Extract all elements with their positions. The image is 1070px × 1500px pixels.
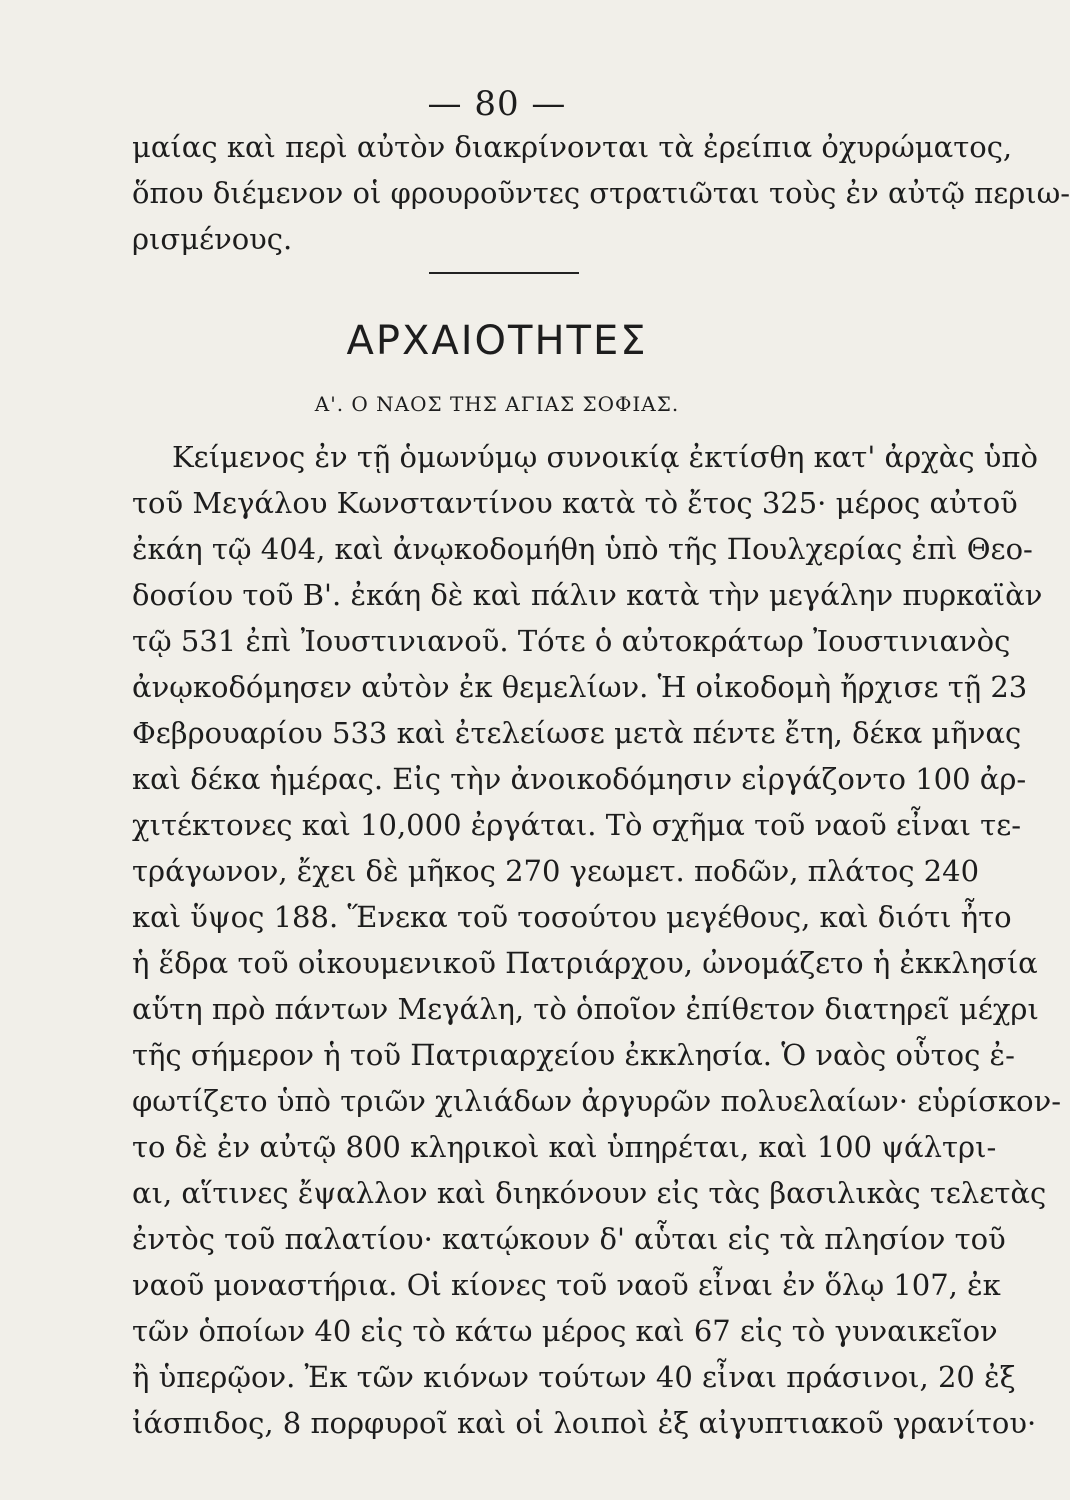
section-subheading: Α'. Ο ΝΑΟΣ ΤΗΣ ΑΓΙΑΣ ΣΟΦΙΑΣ. xyxy=(314,392,680,416)
text-line: αι, αἵτινες ἔψαλλον καὶ διηκόνουν εἰς τὰς βασιλικὰς τελετὰς xyxy=(132,1176,1047,1210)
text-line: τοῦ Μεγάλου Κωνσταντίνου κατὰ τὸ ἔτος 325· μέρος αὐτοῦ xyxy=(132,486,1018,520)
text-line: ρισμένους. xyxy=(132,222,293,256)
text-line: τῆς σήμερον ἡ τοῦ Πατριαρχείου ἐκκλησία. Ὁ ναὸς οὗτος ἐ- xyxy=(132,1038,1015,1072)
page-number: — 80 — xyxy=(427,84,567,124)
text-line: Φεβρουαρίου 533 καὶ ἐτελείωσε μετὰ πέντε ἔτη, δέκα μῆνας xyxy=(132,716,1022,750)
body-paragraph xyxy=(132,434,1062,1446)
text-line: ἢ ὑπερῷον. Ἐκ τῶν κιόνων τούτων 40 εἶναι πράσινοι, 20 ἐξ xyxy=(132,1360,1016,1394)
text-line: καὶ δέκα ἡμέρας. Εἰς τὴν ἀνοικοδόμησιν εἰργάζοντο 100 ἀρ- xyxy=(132,762,1027,796)
text-line: αὕτη πρὸ πάντων Μεγάλη, τὸ ὁποῖον ἐπίθετον διατηρεῖ μέχρι xyxy=(132,992,1039,1026)
text-line: ἐκάη τῷ 404, καὶ ἀνῳκοδομήθη ὑπὸ τῆς Πουλχερίας ἐπὶ Θεο- xyxy=(132,532,1033,566)
text-line: τῷ 531 ἐπὶ Ἰουστινιανοῦ. Τότε ὁ αὐτοκράτωρ Ἰουστινιανὸς xyxy=(132,624,1011,658)
text-line: δοσίου τοῦ Β'. ἐκάη δὲ καὶ πάλιν κατὰ τὴν μεγάλην πυρκαϊὰν xyxy=(132,578,1043,612)
text-line: ἡ ἕδρα τοῦ οἰκουμενικοῦ Πατριάρχου, ὠνομάζετο ἡ ἐκκλησία xyxy=(132,946,1038,980)
text-line: ὅπου διέμενον οἱ φρουροῦντες στρατιῶται τοὺς ἐν αὐτῷ περιω- xyxy=(132,176,1070,210)
text-line: μαίας καὶ περὶ αὐτὸν διακρίνονται τὰ ἐρείπια ὀχυρώματος, xyxy=(132,130,1013,164)
text-line: ναοῦ μοναστήρια. Οἱ κίονες τοῦ ναοῦ εἶναι ἐν ὅλῳ 107, ἐκ xyxy=(132,1268,1001,1302)
section-heading: ΑΡΧΑΙΟΤΗΤΕΣ xyxy=(346,318,648,364)
intro-paragraph xyxy=(132,124,1070,262)
text-line: το δὲ ἐν αὐτῷ 800 κληρικοὶ καὶ ὑπηρέται, καὶ 100 ψάλτρι- xyxy=(132,1130,997,1164)
text-line: ἐντὸς τοῦ παλατίου· κατῴκουν δ' αὗται εἰς τὰ πλησίον τοῦ xyxy=(132,1222,1006,1256)
section-divider xyxy=(429,272,579,274)
text-line: Κείμενος ἐν τῇ ὁμωνύμῳ συνοικίᾳ ἐκτίσθη κατ' ἀρχὰς ὑπὸ xyxy=(172,440,1038,474)
text-line: ἰάσπιδος, 8 πορφυροῖ καὶ οἱ λοιποὶ ἐξ αἰγυπτιακοῦ γρανίτου· xyxy=(132,1406,1037,1440)
text-line: τράγωνον, ἔχει δὲ μῆκος 270 γεωμετ. ποδῶν, πλάτος 240 xyxy=(132,854,980,888)
text-line: ἀνῳκοδόμησεν αὐτὸν ἐκ θεμελίων. Ἡ οἰκοδομὴ ἤρχισε τῇ 23 xyxy=(132,670,1028,704)
text-line: φωτίζετο ὑπὸ τριῶν χιλιάδων ἀργυρῶν πολυελαίων· εὑρίσκον- xyxy=(132,1084,1062,1118)
text-line: τῶν ὁποίων 40 εἰς τὸ κάτω μέρος καὶ 67 εἰς τὸ γυναικεῖον xyxy=(132,1314,998,1348)
text-line: χιτέκτονες καὶ 10,000 ἐργάται. Τὸ σχῆμα τοῦ ναοῦ εἶναι τε- xyxy=(132,808,1022,842)
text-line: καὶ ὕψος 188. Ἕνεκα τοῦ τοσούτου μεγέθους, καὶ διότι ἦτο xyxy=(132,900,1012,934)
